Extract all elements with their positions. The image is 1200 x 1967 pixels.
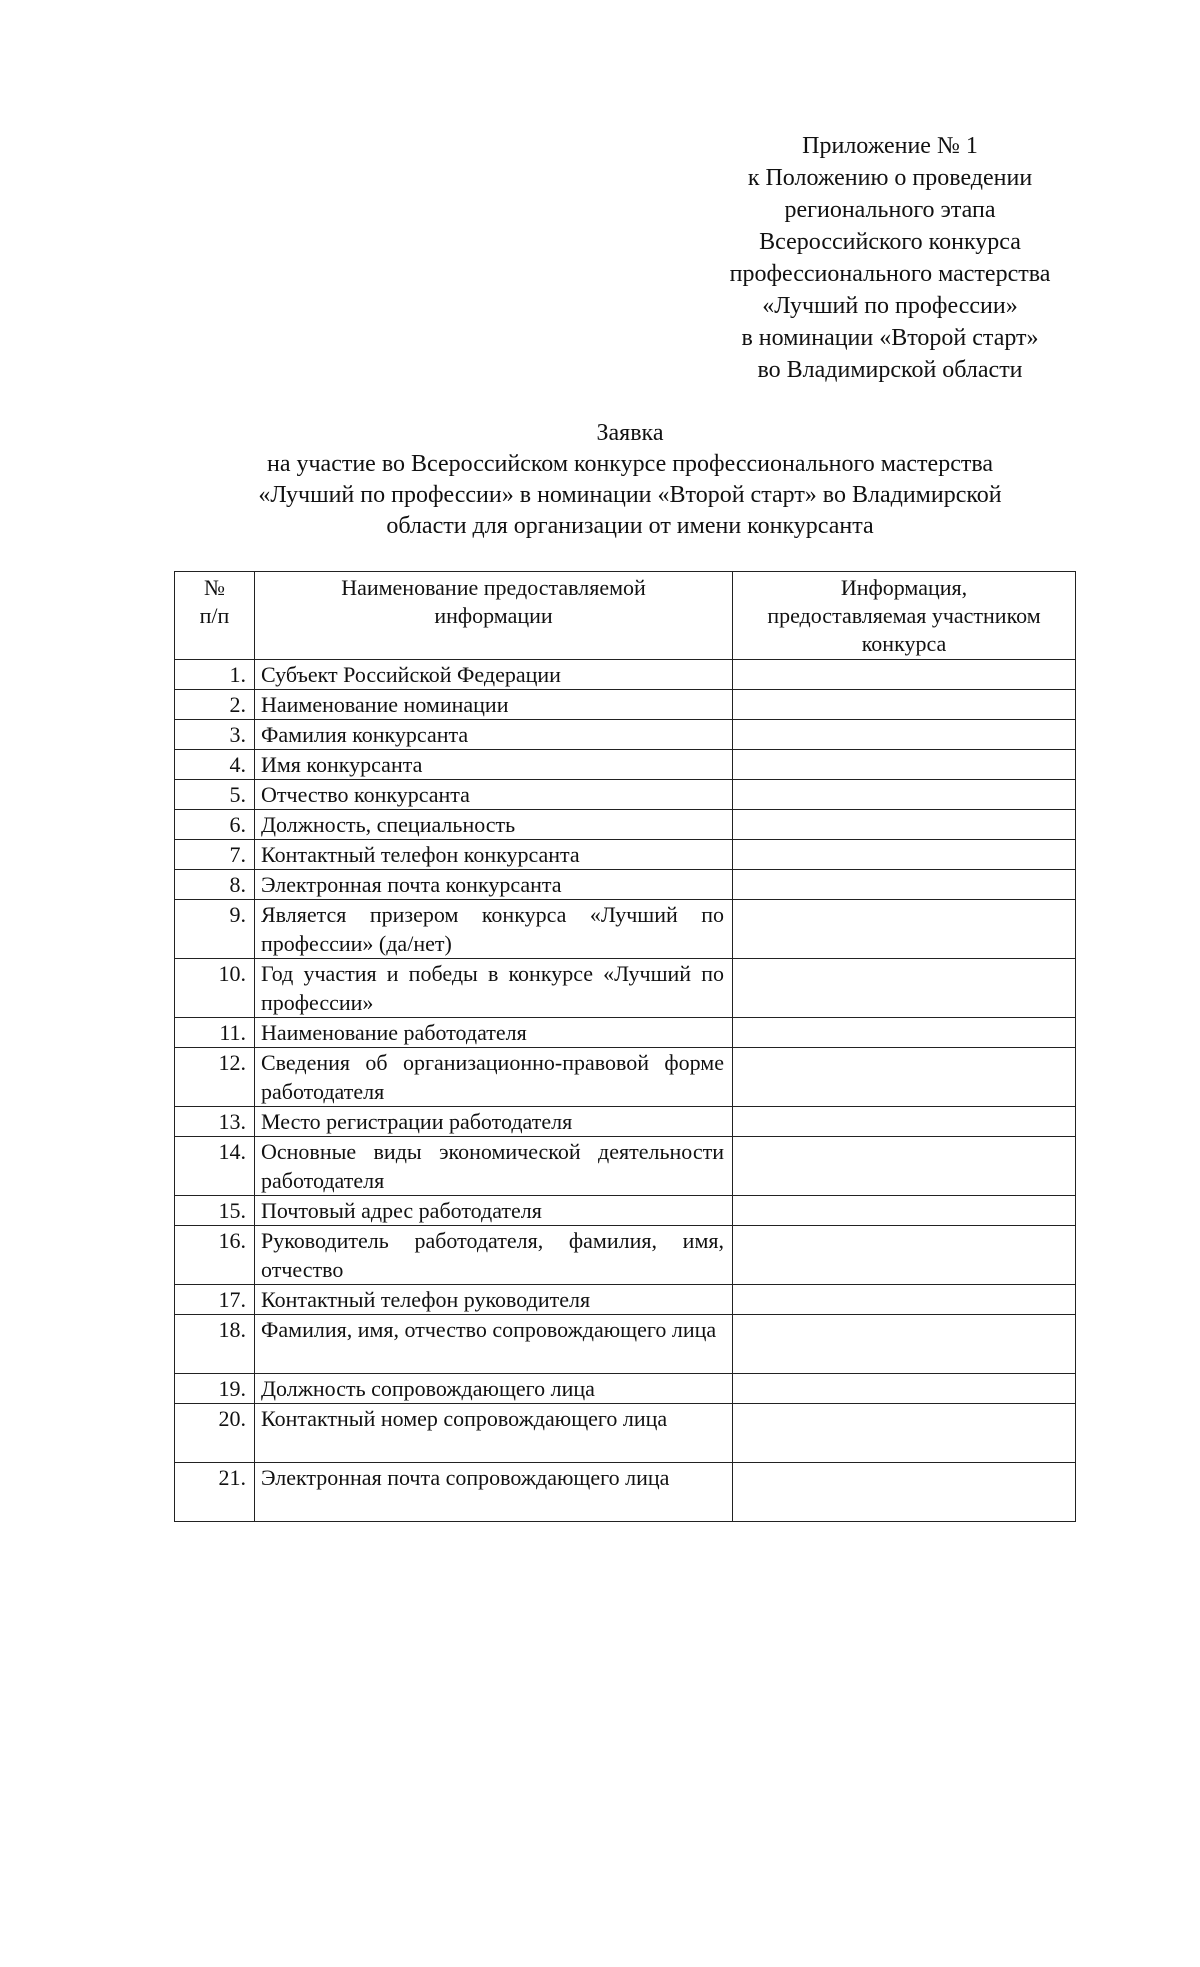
appendix-line: профессионального мастерства: [729, 261, 1051, 287]
row-number: 2.: [175, 690, 255, 720]
row-label: Почтовый адрес работодателя: [255, 1196, 733, 1226]
row-info-cell[interactable]: [733, 810, 1076, 840]
table-row: [175, 900, 1076, 959]
row-number: 18.: [175, 1315, 255, 1374]
row-label: Электронная почта сопровождающего лица: [255, 1463, 733, 1522]
appendix-line: во Владимирской области: [757, 357, 1023, 383]
table-row: [175, 1226, 1076, 1285]
row-number: 15.: [175, 1196, 255, 1226]
row-label: Субъект Российской Федерации: [255, 660, 733, 690]
row-info-cell[interactable]: [733, 1137, 1076, 1196]
row-info-cell[interactable]: [733, 1463, 1076, 1522]
row-number: 1.: [175, 660, 255, 690]
table-row: [175, 1315, 1076, 1374]
table-row: [175, 720, 1076, 750]
row-info-cell[interactable]: [733, 1107, 1076, 1137]
row-info-cell[interactable]: [733, 840, 1076, 870]
row-number: 13.: [175, 1107, 255, 1137]
row-number: 8.: [175, 870, 255, 900]
row-label: Наименование работодателя: [255, 1018, 733, 1048]
row-number: 3.: [175, 720, 255, 750]
appendix-line: Приложение № 1: [802, 133, 978, 159]
table-header-row: [175, 572, 1076, 660]
table-row: [175, 750, 1076, 780]
row-number: 21.: [175, 1463, 255, 1522]
row-label: Контактный телефон руководителя: [255, 1285, 733, 1315]
row-info-cell[interactable]: [733, 750, 1076, 780]
row-label: Контактный номер сопровождающего лица: [255, 1404, 733, 1463]
table-row: [175, 959, 1076, 1018]
header-name: [255, 572, 733, 660]
application-form-table: [174, 571, 1076, 1522]
row-label: Фамилия, имя, отчество сопровождающего лица: [255, 1315, 733, 1374]
row-number: 14.: [175, 1137, 255, 1196]
row-info-cell[interactable]: [733, 780, 1076, 810]
table-row: [175, 1374, 1076, 1404]
row-number: 4.: [175, 750, 255, 780]
header-name-line: Наименование предоставляемой: [341, 575, 646, 600]
row-label: Электронная почта конкурсанта: [255, 870, 733, 900]
heading-line: «Лучший по профессии» в номинации «Второй старт» во Владимирской: [258, 482, 1002, 508]
row-label: Сведения об организационно-правовой форме работодателя: [255, 1048, 733, 1107]
row-number: 20.: [175, 1404, 255, 1463]
header-info-line: предоставляемая участником: [767, 603, 1041, 628]
row-label: Фамилия конкурсанта: [255, 720, 733, 750]
row-number: 19.: [175, 1374, 255, 1404]
appendix-block: [700, 130, 1080, 386]
row-info-cell[interactable]: [733, 1404, 1076, 1463]
row-info-cell[interactable]: [733, 1196, 1076, 1226]
row-info-cell[interactable]: [733, 1226, 1076, 1285]
row-label: Руководитель работодателя, фамилия, имя, отчество: [255, 1226, 733, 1285]
row-info-cell[interactable]: [733, 660, 1076, 690]
row-info-cell[interactable]: [733, 1048, 1076, 1107]
row-number: 17.: [175, 1285, 255, 1315]
row-label: Отчество конкурсанта: [255, 780, 733, 810]
header-num: [175, 572, 255, 660]
heading-line: на участие во Всероссийском конкурсе профессионального мастерства: [266, 451, 994, 477]
row-number: 16.: [175, 1226, 255, 1285]
header-info-line: Информация,: [840, 575, 968, 600]
row-number: 10.: [175, 959, 255, 1018]
row-info-cell[interactable]: [733, 1018, 1076, 1048]
row-label: Место регистрации работодателя: [255, 1107, 733, 1137]
header-name-line: информации: [434, 603, 553, 628]
heading-title: Заявка: [596, 420, 664, 446]
row-label: Является призером конкурса «Лучший по профессии» (да/нет): [255, 900, 733, 959]
row-label: Контактный телефон конкурсанта: [255, 840, 733, 870]
table-row: [175, 660, 1076, 690]
table-row: [175, 690, 1076, 720]
document-heading: [160, 418, 1100, 542]
row-number: 5.: [175, 780, 255, 810]
row-label: Должность сопровождающего лица: [255, 1374, 733, 1404]
table-row: [175, 870, 1076, 900]
table-row: [175, 1196, 1076, 1226]
appendix-line: в номинации «Второй старт»: [741, 325, 1039, 351]
header-info: [733, 572, 1076, 660]
row-label: Должность, специальность: [255, 810, 733, 840]
table-row: [175, 840, 1076, 870]
row-info-cell[interactable]: [733, 900, 1076, 959]
row-label: Основные виды экономической деятельности работодателя: [255, 1137, 733, 1196]
row-number: 6.: [175, 810, 255, 840]
appendix-line: к Положению о проведении: [747, 165, 1033, 191]
row-number: 9.: [175, 900, 255, 959]
row-label: Имя конкурсанта: [255, 750, 733, 780]
header-info-line: конкурса: [861, 631, 947, 656]
table-row: [175, 810, 1076, 840]
row-info-cell[interactable]: [733, 690, 1076, 720]
table-row: [175, 1107, 1076, 1137]
table-row: [175, 1048, 1076, 1107]
table-row: [175, 780, 1076, 810]
row-info-cell[interactable]: [733, 870, 1076, 900]
appendix-line: «Лучший по профессии»: [762, 293, 1018, 319]
row-number: 12.: [175, 1048, 255, 1107]
row-info-cell[interactable]: [733, 959, 1076, 1018]
header-num-line: п/п: [199, 603, 230, 628]
row-info-cell[interactable]: [733, 1374, 1076, 1404]
table-row: [175, 1404, 1076, 1463]
appendix-line: Всероссийского конкурса: [759, 229, 1021, 255]
row-number: 7.: [175, 840, 255, 870]
row-label: Наименование номинации: [255, 690, 733, 720]
row-info-cell[interactable]: [733, 1315, 1076, 1374]
table-row: [175, 1285, 1076, 1315]
table-row: [175, 1018, 1076, 1048]
row-label: Год участия и победы в конкурсе «Лучший по профессии»: [255, 959, 733, 1018]
header-num-line: №: [204, 575, 225, 600]
table-row: [175, 1463, 1076, 1522]
appendix-line: регионального этапа: [784, 197, 996, 223]
table-row: [175, 1137, 1076, 1196]
row-info-cell[interactable]: [733, 720, 1076, 750]
heading-line: области для организации от имени конкурсанта: [386, 513, 874, 539]
row-number: 11.: [175, 1018, 255, 1048]
row-info-cell[interactable]: [733, 1285, 1076, 1315]
